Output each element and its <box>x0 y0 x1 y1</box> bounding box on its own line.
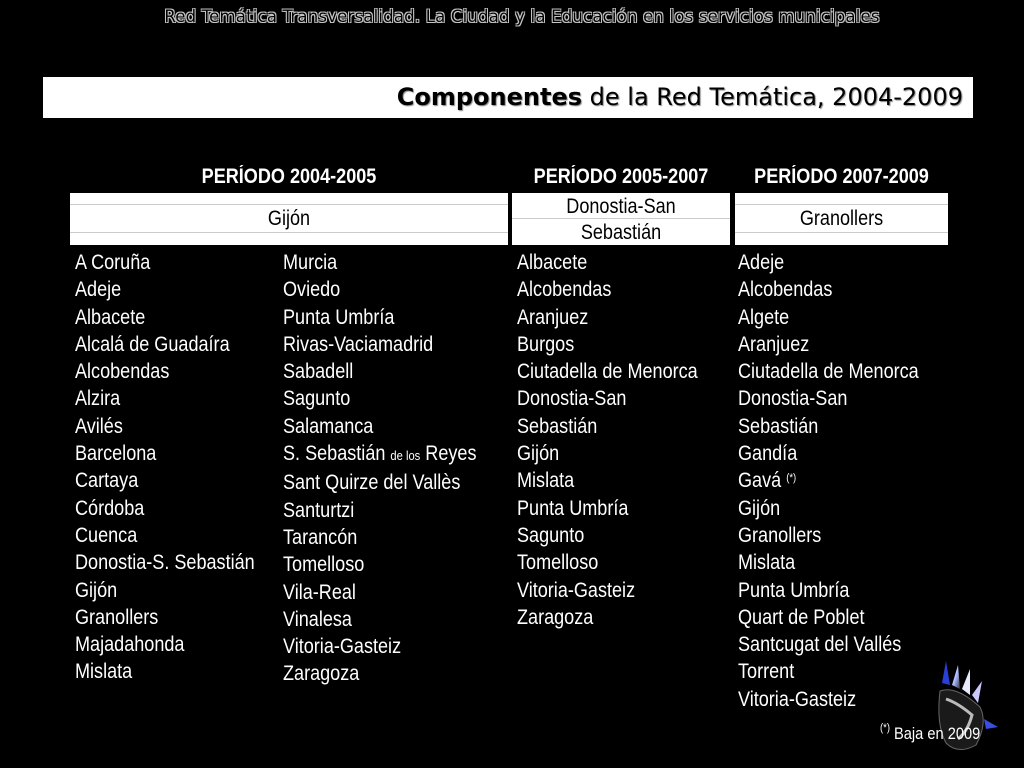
city-list-2005-2007 <box>517 249 727 631</box>
list-item: Alzira <box>75 387 121 411</box>
list-item: Punta Umbría <box>517 496 629 520</box>
list-item: Vitoria-Gasteiz <box>738 687 857 711</box>
list-item: Vila-Real <box>283 580 356 604</box>
list-item: Santcugat del Vallés <box>738 633 902 657</box>
list-item: Torrent <box>738 660 795 684</box>
list-item: Granollers <box>75 605 159 629</box>
list-item: Ciutadella de Menorca <box>517 360 698 384</box>
list-item: Sant Quirze del Vallès <box>283 471 461 495</box>
list-item: Sagunto <box>517 523 585 547</box>
title-bold: Componentes <box>396 83 583 111</box>
list-item: Oviedo <box>283 278 341 302</box>
coordinator-box-2005-2007 <box>512 193 730 245</box>
col3-part1 <box>738 249 948 467</box>
slide-caption: Red Temática Transversalidad. La Ciudad y la Educación en los servicios municipales <box>164 7 880 26</box>
list-item: Alcobendas <box>75 360 170 384</box>
period-heading-2005-2007: PERÍODO 2005-2007 <box>533 165 709 188</box>
list-item: Gijón <box>738 496 781 520</box>
list-item: Algete <box>738 305 790 329</box>
list-item: Tomelloso <box>283 553 365 577</box>
list-item: Alcobendas <box>517 278 612 302</box>
list-item: Aranjuez <box>517 305 589 329</box>
coordinator-name: Gijón <box>267 207 311 230</box>
period-heading-2007-2009: PERÍODO 2007-2009 <box>754 165 929 188</box>
list-item: Alcobendas <box>738 278 833 302</box>
list-item: Albacete <box>517 251 588 274</box>
list-item: Donostia-S. Sebastián <box>75 551 255 575</box>
list-item: Tomelloso <box>517 551 599 575</box>
list-item: Burgos <box>517 332 575 356</box>
list-item: Gijón <box>517 442 560 466</box>
list-item: Adeje <box>75 278 122 302</box>
list-item: A Coruña <box>75 251 151 274</box>
title-banner <box>43 77 973 118</box>
col2-part2 <box>283 469 508 687</box>
hand-logo-icon <box>928 655 1000 760</box>
list-item: Punta Umbría <box>283 305 395 329</box>
list-item: Salamanca <box>283 414 374 438</box>
list-item: Vitoria-Gasteiz <box>517 578 636 602</box>
list-item: Avilés <box>75 414 123 438</box>
list-item: Córdoba <box>75 496 145 520</box>
list-item: Cuenca <box>75 523 138 547</box>
coordinator-name-line1: Donostia-San <box>566 195 676 218</box>
list-item: Alcalá de Guadaíra <box>75 332 230 356</box>
footnote-mark: (*) <box>786 472 797 485</box>
list-item: Sebastián <box>517 414 598 438</box>
list-item: Adeje <box>738 251 785 274</box>
list-item: Rivas-Vaciamadrid <box>283 332 434 356</box>
city-list-2004-2005-col1 <box>75 249 284 686</box>
coordinator-box-2004-2005 <box>70 193 508 245</box>
list-item: Gavá (*) <box>738 469 797 493</box>
list-item: Donostia-San <box>738 387 848 411</box>
list-item: Zaragoza <box>517 605 594 629</box>
slide-title <box>397 83 963 111</box>
list-item: Tarancón <box>283 525 358 549</box>
list-item: Mislata <box>75 660 133 684</box>
list-item: Vitoria-Gasteiz <box>283 635 402 659</box>
list-item: Mislata <box>738 551 796 575</box>
title-rest: de la Red Temática, 2004-2009 <box>582 83 963 111</box>
list-item: Albacete <box>75 305 146 329</box>
period-heading-2004-2005: PERÍODO 2004-2005 <box>201 165 377 188</box>
list-item: Barcelona <box>75 442 157 466</box>
city-list-2004-2005-col2 <box>283 249 508 688</box>
list-item: Murcia <box>283 251 338 274</box>
list-item: S. Sebastián de los Reyes <box>283 442 477 466</box>
coordinator-box-2007-2009 <box>735 193 948 245</box>
list-item: Aranjuez <box>738 332 810 356</box>
list-item: Vinalesa <box>283 607 352 631</box>
list-item: Donostia-San <box>517 387 627 411</box>
col3-part2 <box>738 495 948 713</box>
list-item: Majadahonda <box>75 633 185 657</box>
list-item: Santurtzi <box>283 498 355 522</box>
list-item: Cartaya <box>75 469 139 493</box>
list-item: Ciutadella de Menorca <box>738 360 919 384</box>
list-item: Gijón <box>75 578 118 602</box>
list-item: Sabadell <box>283 360 354 384</box>
list-item: Mislata <box>517 469 575 493</box>
list-item: Quart de Poblet <box>738 605 865 629</box>
city-list-2007-2009 <box>738 249 948 713</box>
list-item: Gandía <box>738 442 798 466</box>
coordinator-name: Granollers <box>799 207 884 230</box>
coordinator-name-line2: Sebastián <box>580 221 662 244</box>
footnote: (*) Baja en 2009 <box>880 722 981 743</box>
list-item: Granollers <box>738 523 822 547</box>
list-item: Punta Umbría <box>738 578 850 602</box>
list-item: Sebastián <box>738 414 819 438</box>
list-item: Sagunto <box>283 387 351 411</box>
col2-part1 <box>283 249 508 440</box>
list-item: Zaragoza <box>283 662 360 686</box>
